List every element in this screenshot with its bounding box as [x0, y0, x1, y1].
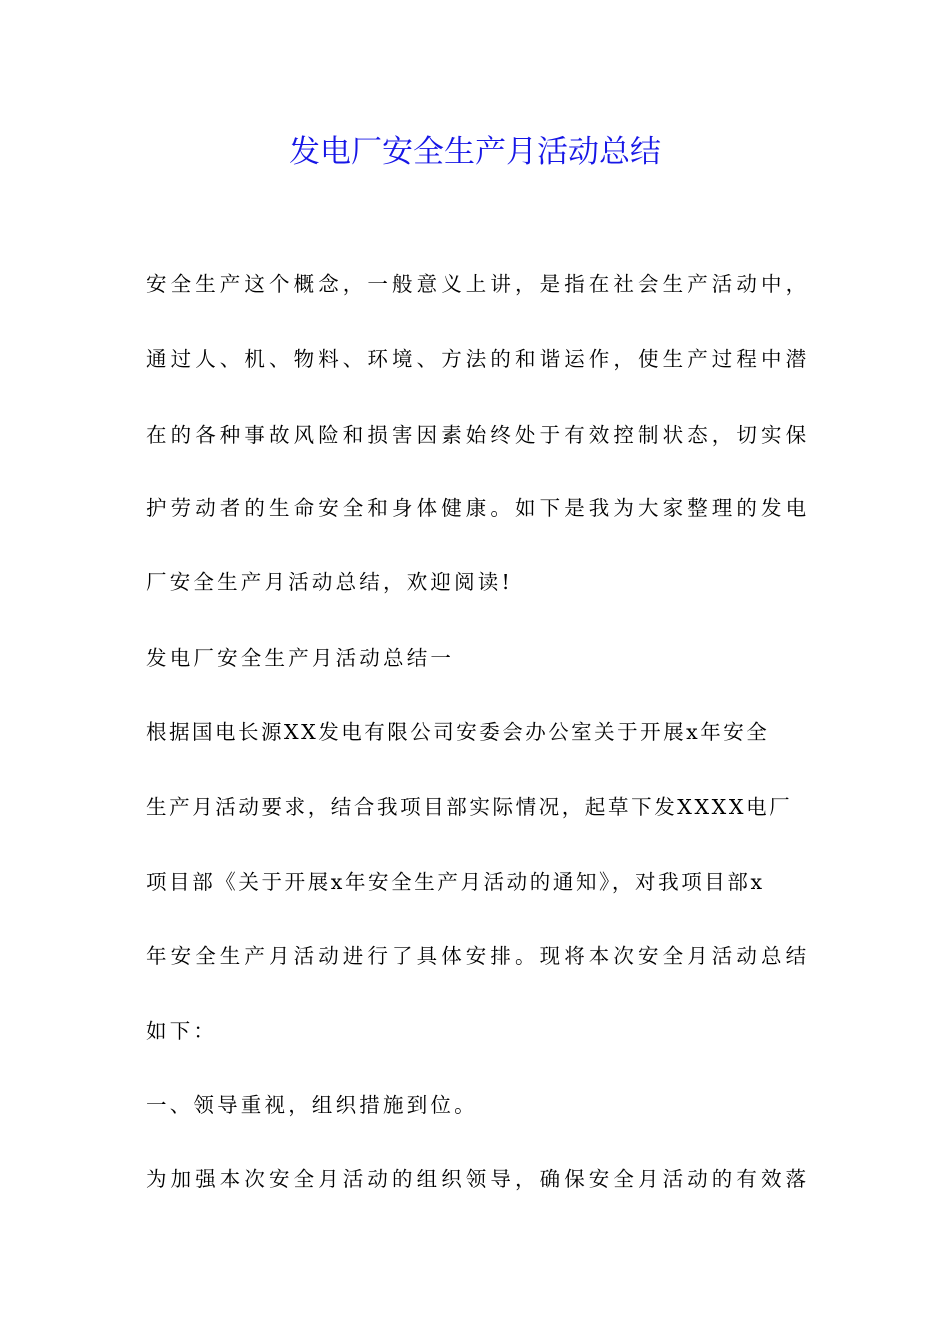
section-heading: 发电厂安全生产月活动总结一 — [146, 646, 455, 670]
document-title: 发电厂安全生产月活动总结 — [289, 134, 661, 170]
paragraph-line: 年安全生产月活动进行了具体安排。现将本次安全月活动总结 — [146, 944, 811, 968]
paragraph-line: 护劳动者的生命安全和身体健康。如下是我为大家整理的发电 — [146, 496, 811, 520]
paragraph-line: 生产月活动要求，结合我项目部实际情况，起草下发XXXX电厂 — [146, 795, 793, 819]
paragraph-line: 通过人、机、物料、环境、方法的和谐运作，使生产过程中潜 — [146, 347, 811, 371]
section-heading: 一、领导重视，组织措施到位。 — [146, 1093, 478, 1117]
paragraph-line: 为加强本次安全月活动的组织领导，确保安全月活动的有效落 — [146, 1167, 811, 1191]
paragraph-line: 项目部《关于开展x年安全生产月活动的通知》，对我项目部x — [146, 870, 765, 894]
paragraph-line: 在的各种事故风险和损害因素始终处于有效控制状态，切实保 — [146, 423, 811, 447]
paragraph-line: 根据国电长源XX发电有限公司安委会办公室关于开展x年安全 — [146, 720, 770, 744]
paragraph-line: 如下： — [146, 1019, 218, 1043]
paragraph-line: 安全生产这个概念，一般意义上讲，是指在社会生产活动中， — [146, 272, 811, 296]
paragraph-line: 厂安全生产月活动总结，欢迎阅读! — [146, 570, 513, 594]
